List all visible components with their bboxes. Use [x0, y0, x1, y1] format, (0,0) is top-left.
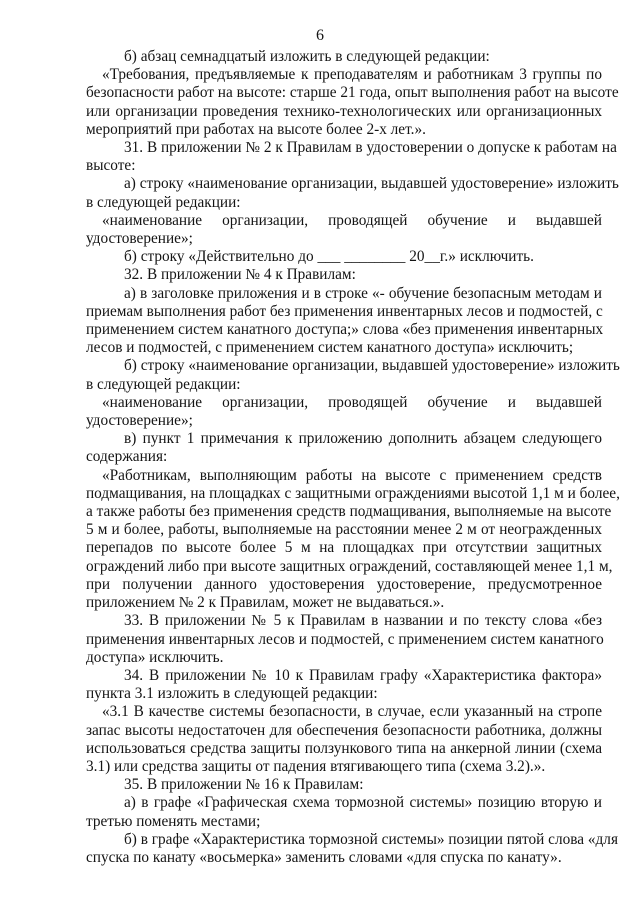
- text-line: содержания:: [86, 448, 168, 466]
- text-line: приемам выполнения работ без применения инвентарных лесов и подмостей, с: [86, 302, 603, 320]
- text-line: или организации проведения технико-технологических или организационных: [86, 102, 602, 120]
- text-line: 35. В приложении № 16 к Правилам:: [124, 776, 364, 794]
- text-line: б) абзац семнадцатый изложить в следующей редакции:: [124, 48, 490, 65]
- text-line: ограждений либо при высоте защитных ограждений, составляющей менее 1,1 м,: [86, 557, 613, 575]
- text-line: в следующей редакции:: [86, 375, 241, 393]
- text-line: б) строку «Действительно до ___ ________ 20__г.» исключить.: [124, 248, 534, 266]
- text-line: «Работникам, выполняющим работы на высоте с применением средств: [102, 466, 602, 484]
- text-line: приложением № 2 к Правилам, может не выдаваться.».: [86, 594, 445, 612]
- text-line: спуска по канату «восьмерка» заменить словами «для спуска по канату».: [86, 848, 562, 866]
- text-line: безопасности работ на высоте: старше 21 года, опыт выполнения работ на высоте: [86, 84, 619, 102]
- text-line: б) в графе «Характеристика тормозной системы» позиции пятой слова «для: [124, 830, 618, 848]
- text-line: 5 м и более, работы, выполняемые на расстоянии менее 2 м от неогражденных: [86, 521, 602, 539]
- text-line: применением систем канатного доступа;» слова «без применения инвентарных: [86, 321, 604, 339]
- text-line: а) в графе «Графическая схема тормозной системы» позицию вторую и: [124, 794, 602, 812]
- text-line: третью поменять местами;: [86, 812, 261, 830]
- text-line: доступа» исключить.: [86, 648, 224, 666]
- text-line: мероприятий при работах на высоте более 2-х лет.».: [86, 120, 426, 138]
- text-line: а) строку «наименование организации, выдавшей удостоверение» изложить: [124, 175, 619, 193]
- text-line: «наименование организации, проводящей обучение и выдавшей: [102, 211, 602, 229]
- text-line: 31. В приложении № 2 к Правилам в удостоверении о допуске к работам на: [124, 139, 617, 157]
- text-line: 32. В приложении № 4 к Правилам:: [124, 266, 356, 284]
- text-line: лесов и подмостей, с применением систем канатного доступа» исключить;: [86, 339, 574, 357]
- text-line: при получении данного удостоверения удостоверение, предусмотренное: [86, 575, 602, 593]
- text-line: удостоверение»;: [86, 412, 193, 430]
- text-line: а также работы без применения средств подмащивания, выполняемые на высоте: [86, 503, 612, 521]
- text-line: «наименование организации, проводящей обучение и выдавшей: [102, 393, 602, 411]
- document-body: [86, 48, 620, 867]
- text-line: 34. В приложении № 10 к Правилам графу «Характеристика фактора»: [124, 666, 602, 684]
- text-line: перепадов по высоте более 5 м на площадках при отсутствии защитных: [86, 539, 602, 557]
- text-line: в следующей редакции:: [86, 193, 241, 211]
- text-line: 33. В приложении № 5 к Правилам в названии и по тексту слова «без: [124, 612, 602, 630]
- text-line: а) в заголовке приложения и в строке «- обучение безопасным методам и: [124, 284, 602, 302]
- text-line: «Требования, предъявляемые к преподавателям и работникам 3 группы по: [102, 66, 602, 84]
- text-line: пункта 3.1 изложить в следующей редакции:: [86, 685, 378, 703]
- text-line: высоте:: [86, 157, 136, 175]
- text-line: «3.1 В качестве системы безопасности, в случае, если указанный на стропе: [102, 703, 602, 721]
- text-line: в) пункт 1 примечания к приложению дополнить абзацем следующего: [124, 430, 602, 448]
- text-line: применения инвентарных лесов и подмостей, с применением систем канатного: [86, 630, 604, 648]
- text-line: запас высоты недостаточен для обеспечения безопасности работника, должны: [86, 721, 602, 739]
- text-line: 3.1) или средства защиты от падения втягивающего типа (схема 3.2).».: [86, 757, 546, 775]
- text-line: удостоверение»;: [86, 230, 193, 248]
- text-line: использоваться средства защиты ползункового типа на анкерной линии (схема: [86, 739, 602, 757]
- page-number: 6: [316, 27, 324, 44]
- text-line: подмащивания, на площадках с защитными ограждениями высотой 1,1 м и более,: [86, 484, 620, 502]
- text-line: б) строку «наименование организации, выдавшей удостоверение» изложить: [124, 357, 620, 375]
